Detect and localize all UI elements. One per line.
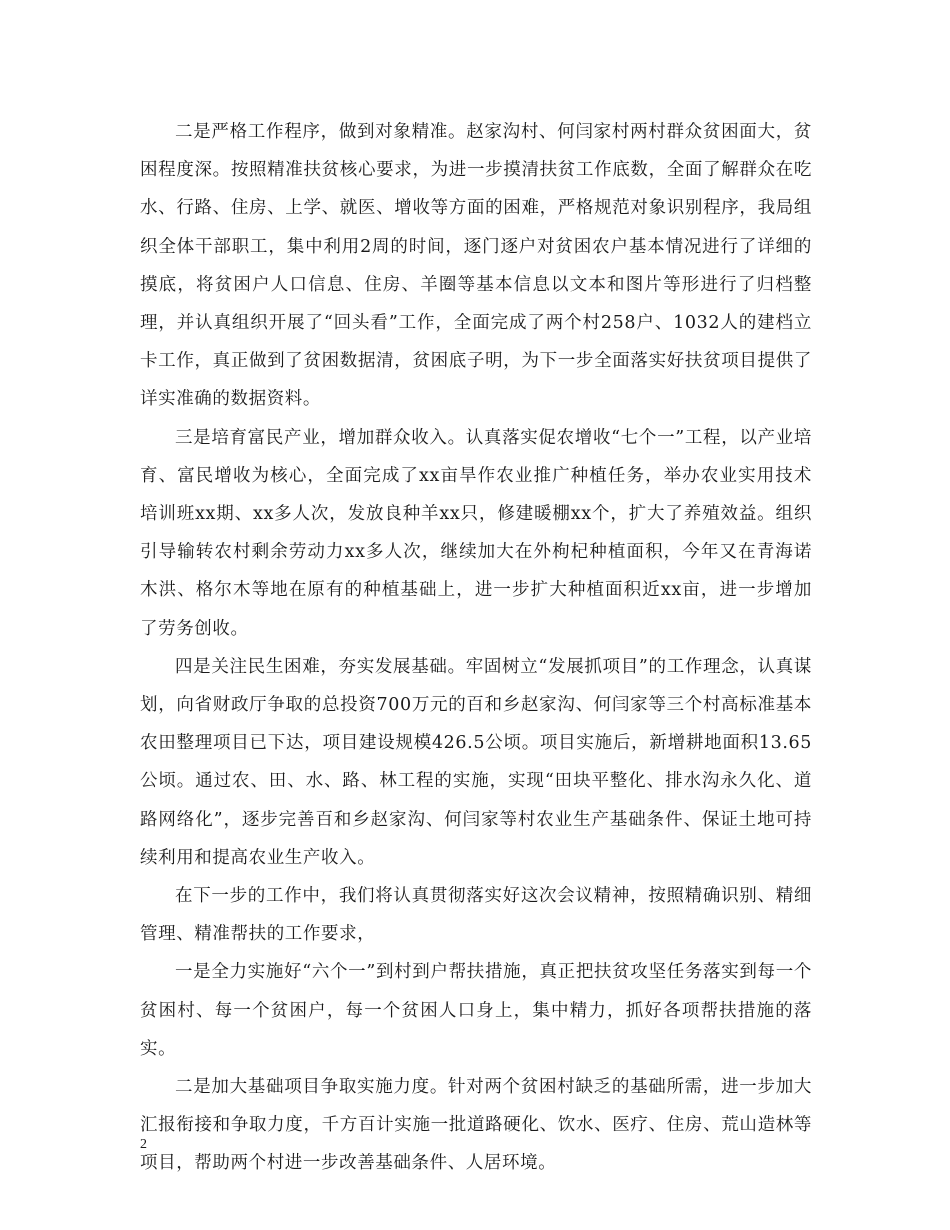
paragraph-livelihood-foundation: 四是关注民生困难，夯实发展基础。牢固树立“发展抓项目”的工作理念，认真谋划，向省财政厅争取的总投资700万元的百和乡赵家沟、何闫家等三个村高标准基本农田整理项目已下达，项目建设规模426.5公顷。项目实施后，新增耕地面积13.65公顷。通过农、田、水、路、林工程的实施，实现“田块平整化、排水沟永久化、道路网络化”，逐步完善百和乡赵家沟、何闫家等村农业生产基础条件、保证土地可持续利用和提高农业生产收入。 — [140, 656, 812, 868]
paragraph-program-procedure: 二是严格工作程序，做到对象精准。赵家沟村、何闫家村两村群众贫困面大，贫困程度深。按照精准扶贫核心要求，为进一步摸清扶贫工作底数，全面了解群众在吃水、行路、住房、上学、就医、增收等方面的困难，严格规范对象识别程序，我局组织全体干部职工，集中利用2周的时间，逐门逐户对贫困农户基本情况进行了详细的摸底，将贫困户人口信息、住房、羊圈等基本信息以文本和图片等形进行了归档整理，并认真组织开展了“回头看”工作，全面完成了两个村258户、1032人的建档立卡工作，真正做到了贫困数据清，贫困底子明，为下一步全面落实好扶贫项目提供了详实准确的数据资料。 — [140, 122, 812, 410]
document-body — [140, 113, 812, 1183]
paragraph-six-ones: 一是全力实施好“六个一”到村到户帮扶措施，真正把扶贫攻坚任务落实到每一个贫困村、每一个贫困户，每一个贫困人口身上，集中精力，抓好各项帮扶措施的落实。 — [140, 962, 812, 1059]
paragraph-infrastructure: 二是加大基础项目争取实施力度。针对两个贫困村缺乏的基础所需，进一步加大汇报衔接和争取力度，千方百计实施一批道路硬化、饮水、医疗、住房、荒山造林等项目，帮助两个村进一步改善基础条件、人居环境。 — [140, 1077, 812, 1174]
paragraph-next-steps: 在下一步的工作中，我们将认真贯彻落实好这次会议精神，按照精确识别、精细管理、精准帮扶的工作要求， — [140, 886, 812, 945]
paragraph-industry-income: 三是培育富民产业，增加群众收入。认真落实促农增收“七个一”工程，以产业培育、富民增收为核心，全面完成了xx亩旱作农业推广种植任务，举办农业实用技术培训班xx期、xx多人次，发放良种羊xx只，修建暖棚xx个，扩大了养殖效益。组织引导输转农村剩余劳动力xx多人次，继续加大在外枸杞种植面积，今年又在青海诺木洪、格尔木等地在原有的种植基础上，进一步扩大种植面积近xx亩，进一步增加了劳务创收。 — [140, 427, 812, 639]
page-number: 2 — [140, 1137, 147, 1152]
